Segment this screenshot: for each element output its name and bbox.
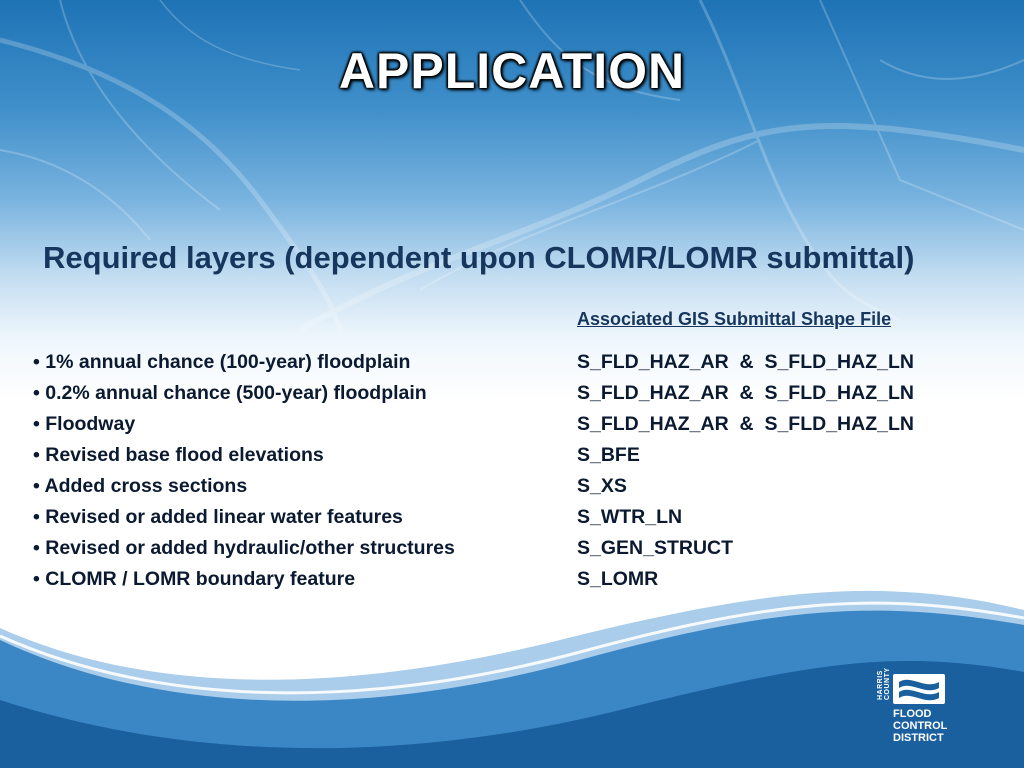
logo-county-text: HARRIS COUNTY [877, 667, 891, 700]
list-item [33, 347, 993, 378]
logo-line-1: FLOOD [893, 708, 932, 720]
logo-line-3: DISTRICT [893, 732, 944, 744]
layer-name: • Revised or added hydraulic/other structures [33, 537, 455, 559]
list-item [33, 502, 993, 533]
layer-name: • CLOMR / LOMR boundary feature [33, 568, 356, 590]
shape-file: S_FLD_HAZ_AR & S_FLD_HAZ_LN [577, 413, 914, 435]
shape-file: S_GEN_STRUCT [577, 537, 734, 559]
shape-file: S_FLD_HAZ_AR & S_FLD_HAZ_LN [577, 382, 914, 404]
layer-name: • Revised or added linear water features [33, 506, 403, 528]
layer-name: • Added cross sections [33, 475, 248, 497]
list-item [33, 409, 993, 440]
layer-name: • Floodway [33, 413, 136, 435]
logo-line-2: CONTROL [893, 720, 948, 732]
layers-list [33, 347, 993, 595]
hcfcd-logo [877, 667, 953, 754]
layer-name: • 0.2% annual chance (500-year) floodplain [33, 382, 427, 404]
list-item [33, 440, 993, 471]
logo-name [893, 708, 955, 744]
shape-file: S_WTR_LN [577, 506, 683, 528]
slide-title: APPLICATION [338, 43, 686, 99]
shape-file-column-header: Associated GIS Submittal Shape File [577, 309, 892, 329]
layer-name: • Revised base flood elevations [33, 444, 324, 466]
layer-name: • 1% annual chance (100-year) floodplain [33, 351, 411, 373]
shape-file: S_LOMR [577, 568, 659, 590]
list-item [33, 378, 993, 409]
list-item [33, 471, 993, 502]
shape-file: S_FLD_HAZ_AR & S_FLD_HAZ_LN [577, 351, 914, 373]
shape-file: S_BFE [577, 444, 640, 466]
slide-subtitle: Required layers (dependent upon CLOMR/LOMR submittal) [43, 240, 915, 275]
list-item [33, 533, 993, 564]
list-item [33, 564, 993, 595]
shape-file: S_XS [577, 475, 627, 497]
